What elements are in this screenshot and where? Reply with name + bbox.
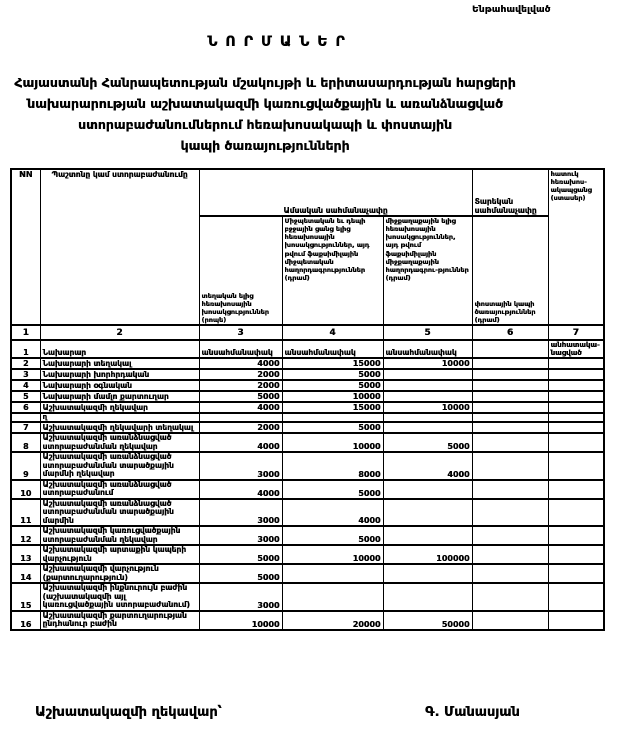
table-row bbox=[11, 583, 604, 611]
table-body bbox=[11, 340, 604, 630]
cell-nn: 2 bbox=[11, 358, 40, 369]
cell-postal-limit bbox=[472, 422, 548, 433]
column-number: 7 bbox=[548, 325, 604, 340]
cell-intercity-limit bbox=[383, 380, 472, 391]
table-row bbox=[11, 391, 604, 402]
cell-special-line bbox=[548, 433, 604, 452]
table-row bbox=[11, 452, 604, 480]
cell-nn: 12 bbox=[11, 526, 40, 545]
table-row bbox=[11, 433, 604, 452]
cell-postal-limit bbox=[472, 402, 548, 413]
cell-intercity-limit bbox=[383, 526, 472, 545]
cell-local-limit: 5000 bbox=[199, 391, 282, 402]
header-annual-limit: Տարեկան սահմանաչափը bbox=[472, 169, 548, 216]
header-postal-services: փոստային կապի ծառայություններ (դրամ) bbox=[472, 216, 548, 325]
table-row bbox=[11, 611, 604, 630]
column-number: 4 bbox=[282, 325, 383, 340]
column-number: 3 bbox=[199, 325, 282, 340]
cell-intercity-limit bbox=[383, 499, 472, 527]
cell-nn: 4 bbox=[11, 380, 40, 391]
cell-special-line bbox=[548, 499, 604, 527]
cell-interstate-limit bbox=[282, 564, 383, 583]
cell-position-label: Աշխատակազմի առանձնացված ստորաբաժանման տարածքային մարմնի ղեկավար bbox=[40, 452, 199, 480]
cell-local-limit: 5000 bbox=[199, 545, 282, 564]
cell-interstate-limit: 15000 bbox=[282, 358, 383, 369]
cell-special-line bbox=[548, 402, 604, 413]
header-local-calls: տեղական ելից հեռախոսային խոսակցություններ (րոպե) bbox=[199, 216, 282, 325]
cell-interstate-limit bbox=[282, 583, 383, 611]
cell-interstate-limit: անսահմանափակ bbox=[282, 340, 383, 358]
cell-position-label: Նախարարի խորհրդական bbox=[40, 369, 199, 380]
cell-intercity-limit bbox=[383, 422, 472, 433]
table-row bbox=[11, 340, 604, 358]
cell-local-limit: 3000 bbox=[199, 499, 282, 527]
cell-nn: 13 bbox=[11, 545, 40, 564]
cell-interstate-limit: 10000 bbox=[282, 433, 383, 452]
cell-nn: 7 bbox=[11, 422, 40, 433]
cell-local-limit: 3000 bbox=[199, 583, 282, 611]
table-row bbox=[11, 413, 604, 422]
stamp-annotation: Ենթահավելված bbox=[472, 5, 551, 15]
cell-special-line bbox=[548, 358, 604, 369]
cell-nn bbox=[11, 413, 40, 422]
cell-intercity-limit: 10000 bbox=[383, 358, 472, 369]
table-row bbox=[11, 564, 604, 583]
cell-position-label: ղ bbox=[40, 413, 199, 422]
cell-position-label: Աշխատակազմի ղեկավարի տեղակալ bbox=[40, 422, 199, 433]
cell-local-limit: 2000 bbox=[199, 422, 282, 433]
cell-postal-limit bbox=[472, 583, 548, 611]
table-row bbox=[11, 526, 604, 545]
table-row bbox=[11, 402, 604, 413]
cell-postal-limit bbox=[472, 499, 548, 527]
table-row bbox=[11, 380, 604, 391]
cell-nn: 14 bbox=[11, 564, 40, 583]
cell-local-limit: 3000 bbox=[199, 452, 282, 480]
table-row bbox=[11, 499, 604, 527]
header-position: Պաշտոնը կամ ստորաբաժանումը bbox=[40, 169, 199, 325]
cell-special-line bbox=[548, 480, 604, 499]
cell-intercity-limit bbox=[383, 391, 472, 402]
cell-intercity-limit bbox=[383, 480, 472, 499]
cell-position-label: Նախարարի տեղակալ bbox=[40, 358, 199, 369]
cell-position-label: Աշխատակազմի առանձնացված ստորաբաժանման տարածքային մարմին bbox=[40, 499, 199, 527]
cell-nn: 16 bbox=[11, 611, 40, 630]
document-title: ՆՈՐՄԱՆԵՐ bbox=[207, 34, 353, 50]
cell-intercity-limit bbox=[383, 369, 472, 380]
cell-local-limit: 4000 bbox=[199, 433, 282, 452]
cell-local-limit: 2000 bbox=[199, 380, 282, 391]
cell-postal-limit bbox=[472, 433, 548, 452]
cell-interstate-limit: 10000 bbox=[282, 391, 383, 402]
cell-postal-limit bbox=[472, 380, 548, 391]
cell-postal-limit bbox=[472, 413, 548, 422]
column-number: 5 bbox=[383, 325, 472, 340]
cell-local-limit: 2000 bbox=[199, 369, 282, 380]
cell-position-label: Նախարարի օգնական bbox=[40, 380, 199, 391]
subtitle-line: ստորաբաժանումներում հեռախոսակապի և փոստային bbox=[77, 117, 452, 132]
cell-interstate-limit bbox=[282, 413, 383, 422]
cell-nn: 5 bbox=[11, 391, 40, 402]
cell-position-label: Աշխատակազմի արտաքին կապերի վարչություն bbox=[40, 545, 199, 564]
cell-postal-limit bbox=[472, 526, 548, 545]
cell-nn: 8 bbox=[11, 433, 40, 452]
cell-interstate-limit: 8000 bbox=[282, 452, 383, 480]
cell-special-line bbox=[548, 545, 604, 564]
cell-postal-limit bbox=[472, 611, 548, 630]
cell-intercity-limit: 50000 bbox=[383, 611, 472, 630]
header-special-line: հատուկ հեռախոս-ակապցանց (ստասեր) bbox=[548, 169, 604, 325]
cell-position-label: Աշխատակազմի ինքնուրույն բաժին (աշխատակազմի այլ կառուցվածքային ստորաբաժանում) bbox=[40, 583, 199, 611]
cell-position-label: Նախարարի մամլո քարտուղար bbox=[40, 391, 199, 402]
cell-intercity-limit bbox=[383, 583, 472, 611]
cell-local-limit: 3000 bbox=[199, 526, 282, 545]
cell-postal-limit bbox=[472, 340, 548, 358]
cell-position-label: Աշխատակազմի ղեկավար bbox=[40, 402, 199, 413]
cell-intercity-limit: 5000 bbox=[383, 433, 472, 452]
table-row bbox=[11, 545, 604, 564]
cell-interstate-limit: 5000 bbox=[282, 526, 383, 545]
cell-special-line bbox=[548, 413, 604, 422]
cell-intercity-limit: 10000 bbox=[383, 402, 472, 413]
cell-postal-limit bbox=[472, 369, 548, 380]
table-header bbox=[11, 169, 604, 340]
cell-interstate-limit: 5000 bbox=[282, 480, 383, 499]
cell-interstate-limit: 15000 bbox=[282, 402, 383, 413]
column-number: 1 bbox=[11, 325, 40, 340]
subtitle-line: նախարարության աշխատակազմի կառուցվածքային և առանձնացված bbox=[27, 96, 503, 111]
header-intercity-calls: միջքաղաքային ելից հեռախոսային խոսակցություններ, այդ թվում ֆաքսիմիլային միջքաղաքային հաղորդագրու-թյուններ (դրամ) bbox=[383, 216, 472, 325]
table-row bbox=[11, 358, 604, 369]
cell-position-label: Նախարար bbox=[40, 340, 199, 358]
table-row bbox=[11, 480, 604, 499]
cell-postal-limit bbox=[472, 564, 548, 583]
cell-special-line bbox=[548, 452, 604, 480]
norms-table bbox=[10, 168, 605, 631]
cell-intercity-limit: անսահմանափակ bbox=[383, 340, 472, 358]
cell-intercity-limit bbox=[383, 413, 472, 422]
cell-special-line bbox=[548, 391, 604, 402]
table-row bbox=[11, 422, 604, 433]
cell-intercity-limit: 4000 bbox=[383, 452, 472, 480]
cell-interstate-limit: 5000 bbox=[282, 422, 383, 433]
cell-postal-limit bbox=[472, 480, 548, 499]
cell-position-label: Աշխատակազմի կառուցվածքային ստորաբաժանման ղեկավար bbox=[40, 526, 199, 545]
cell-local-limit: 4000 bbox=[199, 402, 282, 413]
column-number: 6 bbox=[472, 325, 548, 340]
cell-nn: 3 bbox=[11, 369, 40, 380]
cell-interstate-limit: 5000 bbox=[282, 380, 383, 391]
cell-nn: 9 bbox=[11, 452, 40, 480]
cell-local-limit: 10000 bbox=[199, 611, 282, 630]
cell-position-label: Աշխատակազմի առանձնացված ստորաբաժանման ղեկավար bbox=[40, 433, 199, 452]
cell-local-limit: 5000 bbox=[199, 564, 282, 583]
cell-position-label: Աշխատակազմի քարտուղարության ընդհանուր բաժին bbox=[40, 611, 199, 630]
table-row bbox=[11, 369, 604, 380]
cell-nn: 6 bbox=[11, 402, 40, 413]
cell-special-line bbox=[548, 422, 604, 433]
header-row-groups bbox=[11, 169, 604, 216]
document-subtitle bbox=[0, 72, 530, 156]
cell-position-label: Աշխատակազմի վարչություն (քարտուղարություն) bbox=[40, 564, 199, 583]
cell-special-line bbox=[548, 369, 604, 380]
cell-intercity-limit bbox=[383, 564, 472, 583]
cell-intercity-limit: 100000 bbox=[383, 545, 472, 564]
cell-local-limit: 4000 bbox=[199, 480, 282, 499]
cell-interstate-limit: 5000 bbox=[282, 369, 383, 380]
cell-local-limit: անսահմանափակ bbox=[199, 340, 282, 358]
cell-nn: 10 bbox=[11, 480, 40, 499]
subtitle-line: Հայաստանի Հանրապետության մշակույթի և երիտասարդության հարցերի bbox=[14, 75, 516, 90]
cell-interstate-limit: 4000 bbox=[282, 499, 383, 527]
cell-nn: 11 bbox=[11, 499, 40, 527]
cell-special-line bbox=[548, 564, 604, 583]
cell-interstate-limit: 20000 bbox=[282, 611, 383, 630]
cell-local-limit: 4000 bbox=[199, 358, 282, 369]
cell-postal-limit bbox=[472, 358, 548, 369]
cell-special-line bbox=[548, 611, 604, 630]
cell-special-line bbox=[548, 380, 604, 391]
signature-role: Աշխատակազմի ղեկավար՝ bbox=[35, 705, 222, 720]
header-interstate-calls: Միջպետական եւ դեպի բջջային ցանց ելից հեռախոսային խոսակցություններ, այդ թվում ֆաքսիմիլային միջպետական հաղորդագրություններ (դրամ) bbox=[282, 216, 383, 325]
cell-nn: 15 bbox=[11, 583, 40, 611]
column-number: 2 bbox=[40, 325, 199, 340]
cell-special-line bbox=[548, 583, 604, 611]
cell-postal-limit bbox=[472, 452, 548, 480]
cell-postal-limit bbox=[472, 391, 548, 402]
cell-interstate-limit: 10000 bbox=[282, 545, 383, 564]
cell-special-line: անհատակա-նացված bbox=[548, 340, 604, 358]
signature-name: Գ. Մանասյան bbox=[425, 705, 520, 720]
subtitle-line: կապի ծառայությունների bbox=[180, 138, 350, 153]
header-row-numbers bbox=[11, 325, 604, 340]
cell-special-line bbox=[548, 526, 604, 545]
cell-position-label: Աշխատակազմի առանձնացված ստորաբաժանում bbox=[40, 480, 199, 499]
cell-postal-limit bbox=[472, 545, 548, 564]
header-nn: NN bbox=[11, 169, 40, 325]
cell-local-limit bbox=[199, 413, 282, 422]
header-monthly-limit: Ամսական սահմանաչափը bbox=[199, 169, 472, 216]
cell-nn: 1 bbox=[11, 340, 40, 358]
